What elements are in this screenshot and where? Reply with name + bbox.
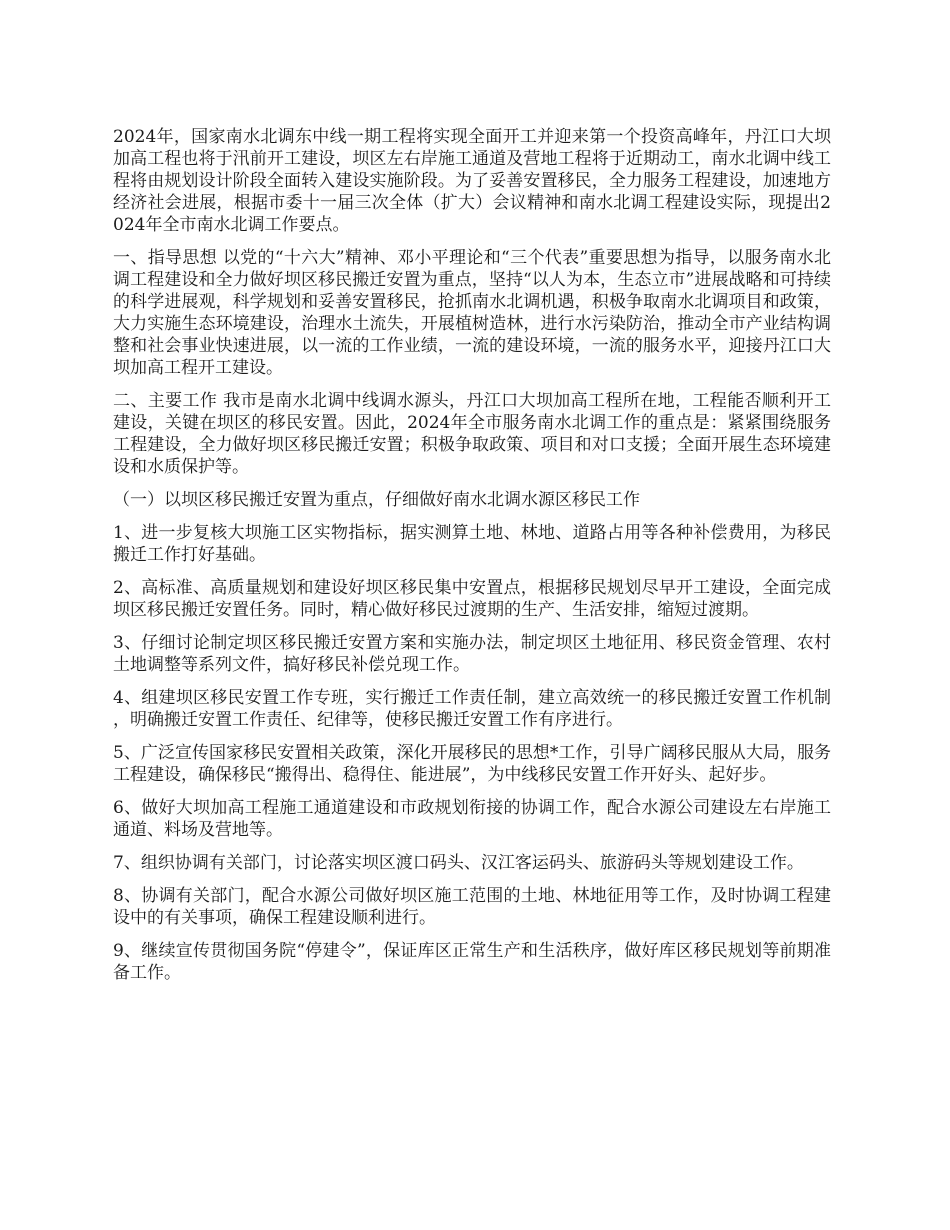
intro-paragraph: 2024年，国家南水北调东中线一期工程将实现全面开工并迎来第一个投资高峰年，丹江口大坝加高工程也将于汛前开工建设，坝区左右岸施工通道及营地工程将于近期动工，南水北调中线工程将由规划设计阶段全面转入建设实施阶段。为了妥善安置移民，全力服务工程建设，加速地方经济社会进展，根据市委十一届三次全体（扩大）会议精神和南水北调工程建设实际，现提出2024年全市南水北调工作要点。 <box>113 127 831 235</box>
list-item: 5、广泛宣传国家移民安置相关政策，深化开展移民的思想*工作，引导广阔移民服从大局，服务工程建设，确保移民“搬得出、稳得住、能进展”，为中线移民安置工作开好头、起好步。 <box>113 743 831 785</box>
guiding-ideology-paragraph: 一、指导思想 以党的“十六大”精神、邓小平理论和“三个代表”重要思想为指导，以服务南水北调工程建设和全力做好坝区移民搬迁安置为重点，坚持“以人为本，生态立市”进展战略和可持续的科学进展观，科学规划和妥善安置移民，抢抓南水北调机遇，积极争取南水北调项目和政策，大力实施生态环境建设，治理水土流失，开展植树造林，进行水污染防治，推动全市产业结构调整和社会事业快速进展，以一流的工作业绩，一流的建设环境，一流的服务水平，迎接丹江口大坝加高工程开工建设。 <box>113 248 831 378</box>
list-item: 3、仔细讨论制定坝区移民搬迁安置方案和实施办法，制定坝区土地征用、移民资金管理、农村土地调整等系列文件，搞好移民补偿兑现工作。 <box>113 633 831 675</box>
list-item: 9、继续宣传贯彻国务院“停建令”，保证库区正常生产和生活秩序，做好库区移民规划等前期准备工作。 <box>113 941 831 983</box>
list-item: 4、组建坝区移民安置工作专班，实行搬迁工作责任制，建立高效统一的移民搬迁安置工作机制，明确搬迁安置工作责任、纪律等，使移民搬迁安置工作有序进行。 <box>113 688 831 730</box>
list-item: 7、组织协调有关部门，讨论落实坝区渡口码头、汉江客运码头、旅游码头等规划建设工作。 <box>113 853 804 873</box>
main-work-paragraph: 二、主要工作 我市是南水北调中线调水源头，丹江口大坝加高工程所在地，工程能否顺利开工建设，关键在坝区的移民安置。因此，2024年全市服务南水北调工作的重点是：紧紧围绕服务工程建设，全力做好坝区移民搬迁安置；积极争取政策、项目和对口支援；全面开展生态环境建设和水质保护等。 <box>113 391 831 477</box>
document-body <box>113 126 831 995</box>
list-item: 6、做好大坝加高工程施工通道建设和市政规划衔接的协调工作，配合水源公司建设左右岸施工通道、料场及营地等。 <box>113 798 831 840</box>
list-item: 2、高标准、高质量规划和建设好坝区移民集中安置点，根据移民规划尽早开工建设，全面完成坝区移民搬迁安置任务。同时，精心做好移民过渡期的生产、生活安排，缩短过渡期。 <box>113 578 831 620</box>
section-heading-resettlement: （一）以坝区移民搬迁安置为重点，仔细做好南水北调水源区移民工作 <box>113 490 640 510</box>
list-item: 1、进一步复核大坝施工区实物指标，据实测算土地、林地、道路占用等各种补偿费用，为移民搬迁工作打好基础。 <box>113 523 831 565</box>
list-item: 8、协调有关部门，配合水源公司做好坝区施工范围的土地、林地征用等工作，及时协调工程建设中的有关事项，确保工程建设顺利进行。 <box>113 886 831 928</box>
